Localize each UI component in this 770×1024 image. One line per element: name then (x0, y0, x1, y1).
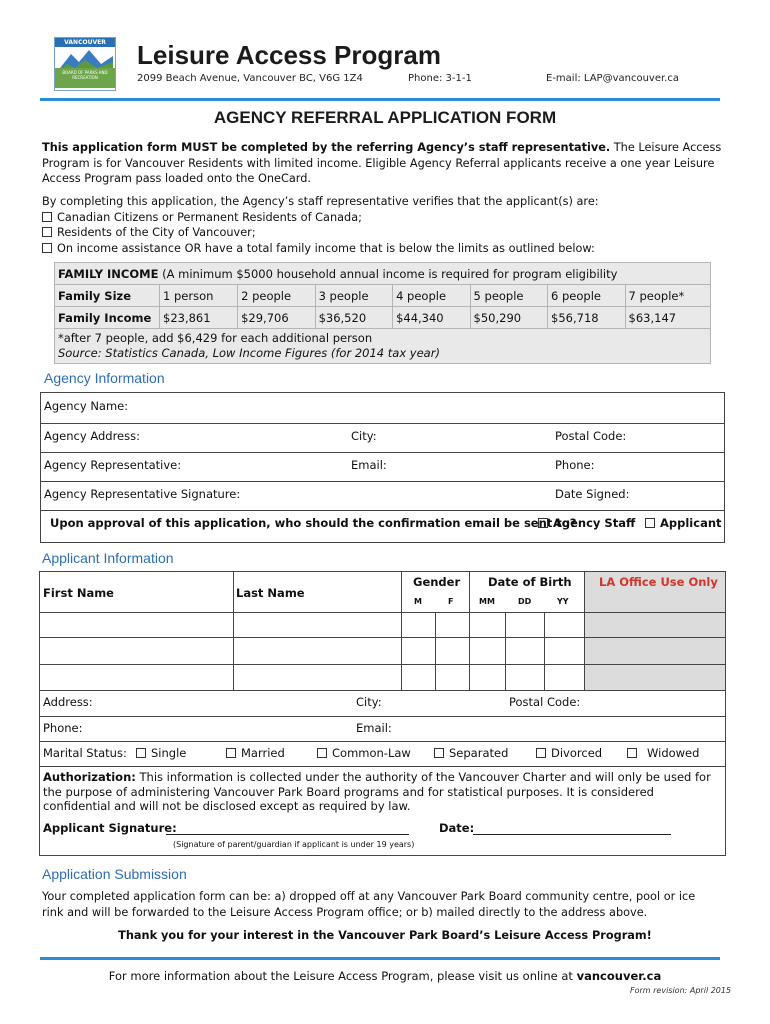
intro-rest: The Leisure Access Program is for Vancouver Residents with limited income. Eligible Agency Referral applicants receive a one year Leisure Access Program pass loaded onto the OneCard. (42, 141, 722, 185)
header-address: 2099 Beach Avenue, Vancouver BC, V6G 1Z4 (137, 73, 363, 84)
marital-common-law-checkbox[interactable]: Common-Law (317, 746, 411, 760)
office-use-header: LA Office Use Only (599, 575, 718, 589)
marital-single-checkbox[interactable]: Single (136, 746, 186, 760)
dob-header: Date of Birth (488, 575, 572, 589)
marital-divorced-checkbox[interactable]: Divorced (536, 746, 602, 760)
applicant-date-line[interactable] (473, 834, 671, 835)
office-use-area (584, 572, 725, 690)
checkbox-icon (42, 243, 52, 253)
vancouver-link[interactable]: vancouver.ca (576, 969, 662, 983)
authorization-text: Authorization: This information is collected under the authority of the Vancouver Charter and will only be used for the purpose of administering Vancouver Park Board programs and for statistical purposes. It is considered confidential and will not be disclosed except as required by law. (43, 770, 711, 813)
verify-block (42, 194, 722, 256)
agency-info-box (40, 392, 725, 543)
logo-sub-text: BOARD OF PARKS AND RECREATION (55, 68, 115, 88)
gender-header: Gender (413, 575, 461, 589)
checkbox-icon (434, 748, 444, 758)
applicant-info-box (39, 571, 726, 856)
signature-note: (Signature of parent/guardian if applicant is under 19 years) (173, 840, 415, 849)
marital-status-label: Marital Status: (43, 746, 127, 760)
gender-f: F (448, 597, 454, 606)
verify-lead: By completing this application, the Agency’s staff representative verifies that the applicant(s) are: (42, 195, 599, 208)
agency-rep-field[interactable]: Agency Representative: (44, 458, 182, 472)
agency-city-field[interactable]: City: (351, 429, 377, 443)
applicant-postal-field[interactable]: Postal Code: (509, 695, 581, 709)
applicant-city-field[interactable]: City: (356, 695, 382, 709)
checkbox-icon (136, 748, 146, 758)
family-size-row: Family Size 1 person 2 people 3 people 4 people 5 people 6 people 7 people* (55, 285, 711, 307)
verify-item: Canadian Citizens or Permanent Residents of Canada; (42, 210, 722, 226)
checkbox-icon (317, 748, 327, 758)
applicant-date-label: Date: (439, 821, 475, 835)
applicant-signature-line[interactable] (166, 834, 409, 835)
intro-bold: This application form MUST be completed by the referring Agency’s staff representative. (42, 141, 611, 154)
dob-mm: MM (479, 597, 495, 606)
thank-you-text: Thank you for your interest in the Vancouver Park Board’s Leisure Access Program! (118, 929, 652, 942)
last-name-header: Last Name (236, 586, 305, 600)
applicant-email-field[interactable]: Email: (356, 721, 392, 735)
verify-item: On income assistance OR have a total family income that is below the limits as outlined below: (42, 241, 722, 257)
header-phone: Phone: 3-1-1 (408, 73, 472, 84)
dob-yy: YY (557, 597, 569, 606)
marital-widowed-checkbox[interactable]: Widowed (627, 746, 699, 760)
agency-postal-field[interactable]: Postal Code: (555, 429, 627, 443)
confirm-agency-staff-checkbox[interactable]: Agency Staff (538, 516, 635, 530)
checkbox-icon (42, 227, 52, 237)
program-title: Leisure Access Program (137, 40, 441, 70)
checkbox-icon (538, 518, 548, 528)
footer-text: For more information about the Leisure Access Program, please visit us online at vancouver.ca (108, 969, 662, 983)
form-revision: Form revision: April 2015 (630, 986, 732, 995)
marital-separated-checkbox[interactable]: Separated (434, 746, 508, 760)
gender-m: M (414, 597, 422, 606)
submission-heading: Application Submission (42, 866, 187, 882)
form-title: AGENCY REFERRAL APPLICATION FORM (213, 108, 557, 127)
family-income-row: Family Income $23,861 $29,706 $36,520 $44,340 $50,290 $56,718 $63,147 (55, 307, 711, 329)
checkbox-icon (627, 748, 637, 758)
applicant-signature-label: Applicant Signature: (43, 821, 177, 835)
agency-phone-field[interactable]: Phone: (555, 458, 595, 472)
agency-address-field[interactable]: Agency Address: (44, 429, 140, 443)
checkbox-icon (645, 518, 655, 528)
checkbox-icon (226, 748, 236, 758)
applicant-address-field[interactable]: Address: (43, 695, 93, 709)
footer-rule (40, 957, 720, 960)
agency-name-field[interactable]: Agency Name: (44, 399, 129, 413)
header-email: E-mail: LAP@vancouver.ca (546, 73, 679, 84)
confirmation-question: Upon approval of this application, who should the confirmation email be sent to? (50, 516, 577, 530)
applicant-phone-field[interactable]: Phone: (43, 721, 83, 735)
agency-signature-field[interactable]: Agency Representative Signature: (44, 487, 241, 501)
family-income-table (54, 262, 711, 364)
agency-date-signed-field[interactable]: Date Signed: (555, 487, 630, 501)
intro-paragraph (42, 140, 722, 187)
checkbox-icon (42, 212, 52, 222)
applicant-info-heading: Applicant Information (42, 550, 174, 566)
submission-text: Your completed application form can be: a) dropped off at any Vancouver Park Board community centre, pool or ice rink and will be forwarded to the Leisure Access Program office; or b) mailed directly to the address above. (42, 890, 696, 919)
agency-info-heading: Agency Information (44, 370, 165, 386)
confirm-applicant-checkbox[interactable]: Applicant (645, 516, 722, 530)
marital-married-checkbox[interactable]: Married (226, 746, 285, 760)
verify-item: Residents of the City of Vancouver; (42, 225, 722, 241)
income-table-note: *after 7 people, add $6,429 for each additional person Source: Statistics Canada, Low Income Figures (for 2014 tax year) (55, 329, 711, 364)
vancouver-parks-logo (54, 37, 116, 91)
dob-dd: DD (518, 597, 532, 606)
logo-top-text: VANCOUVER (55, 38, 115, 47)
first-name-header: First Name (43, 586, 114, 600)
income-table-heading: FAMILY INCOME (A minimum $5000 household annual income is required for program eligibility (55, 263, 711, 285)
header-rule (40, 98, 720, 101)
agency-email-field[interactable]: Email: (351, 458, 387, 472)
checkbox-icon (536, 748, 546, 758)
